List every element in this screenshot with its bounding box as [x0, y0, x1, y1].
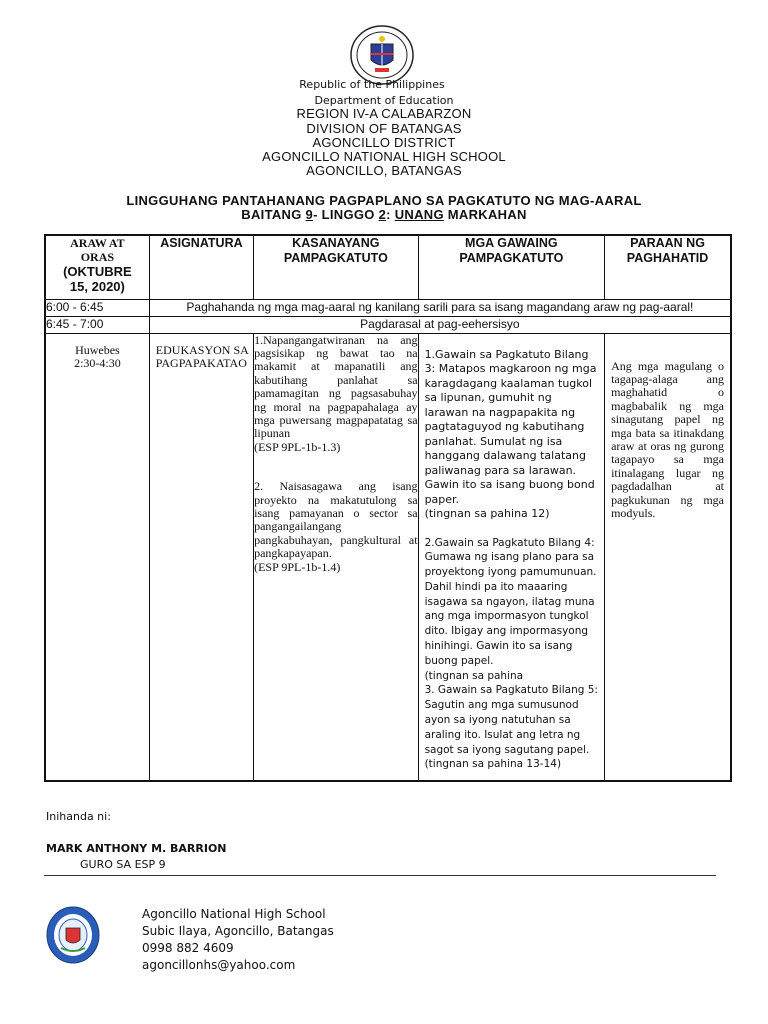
- competency-cell: [254, 333, 418, 781]
- department-line: Department of Education: [314, 94, 454, 107]
- footer-phone: 0998 882 4609: [142, 941, 234, 955]
- table-row: [45, 316, 731, 333]
- activity-cell: Pagdarasal at pag-eehersisyo: [149, 316, 731, 333]
- competency-code: (ESP 9PL-1b-1.3): [254, 439, 341, 454]
- header-text: PAMPAGKATUTO: [459, 251, 564, 265]
- header-text: (OKTUBRE: [63, 264, 132, 279]
- competency-code: (ESP 9PL-1b-1.4): [254, 559, 341, 574]
- subject-text: PAGPAPAKATAO: [155, 355, 247, 370]
- plan-title: LINGGUHANG PANTAHANANG PAGPAPLANO SA PAGKATUTO NG MAG-AARAL: [126, 193, 642, 208]
- subject-text: EDUKASYON SA: [155, 342, 249, 357]
- day-text: Huwebes: [75, 342, 120, 357]
- activity-ref: (tingnan sa pahina 12): [424, 507, 550, 520]
- school-line: AGONCILLO NATIONAL HIGH SCHOOL: [262, 149, 506, 164]
- location-line: AGONCILLO, BATANGAS: [306, 163, 462, 178]
- footer-address: Subic Ilaya, Agoncillo, Batangas: [142, 924, 334, 938]
- activities-cell: [418, 333, 605, 781]
- subtitle-text: BAITANG: [241, 207, 306, 222]
- plan-table: [44, 234, 732, 782]
- footer-school: Agoncillo National High School: [142, 907, 326, 921]
- header-text: 15, 2020): [69, 279, 125, 294]
- prepared-label: Inihanda ni:: [46, 810, 111, 823]
- header-text: ORAS: [80, 250, 115, 264]
- header-gawain: [418, 235, 605, 299]
- subtitle-text: - LINGGO: [313, 207, 379, 222]
- delivery-cell: Ang mga magulang o tagapag-alaga ang maghahatid o magbabalik ng mga sinagutang papel ng mga bata sa itinakdang araw at oras ng gurong tagapayo sa mga itinalagang lugar ng pagdadalhan at pagkukunan ng mga modyuls.: [605, 333, 731, 781]
- competency-text: 1.Napangangatwiranan na ang pagsisikap ng bawat tao na makamit at mapanatili ang kabutihang panlahat sa pamamagitan ng pagsasabuhay ng moral na pagpapahalaga ay mga puwersang magpapatatag sa lipunan: [254, 332, 418, 441]
- footer-divider: [44, 875, 716, 876]
- header-text: PAMPAGKATUTO: [283, 251, 388, 265]
- header-text: KASANAYANG: [292, 236, 380, 250]
- activity-ref: (tingnan sa pahina: [424, 669, 524, 682]
- preparer-role: GURO SA ESP 9: [80, 858, 166, 871]
- header-kasanayan: [254, 235, 418, 299]
- table-row: [45, 333, 731, 781]
- division-line: DIVISION OF BATANGAS: [306, 121, 462, 136]
- activity-ref: (tingnan sa pahina 13-14): [424, 758, 562, 771]
- header-paraan: [605, 235, 731, 299]
- header-text: ARAW AT: [70, 236, 125, 250]
- table-row: [45, 299, 731, 316]
- day-time-cell: [45, 333, 149, 781]
- subtitle-text: MARKAHAN: [443, 207, 527, 222]
- activity-text: 2.Gawain sa Pagkatuto Bilang 4: Gumawa ng isang plano para sa proyektong iyong pamumunuan. Dahil hindi pa ito maaaring isagawa sa ngayon, ilatag muna ang mga impormasyon tungkol dito. Ibigay ang impormasyong hinihingi. Gawin ito sa isang buong papel.: [424, 536, 597, 667]
- subject-cell: [149, 333, 253, 781]
- subtitle-text: :: [386, 207, 395, 222]
- week-number: 2: [378, 207, 387, 222]
- competency-text: 2. Naisasagawa ang isang proyekto na makatutulong sa isang pamayanan o sector sa pangangailangang pangkabuhayan, pangkultural at pangkapayapan.: [254, 479, 418, 561]
- time-cell: 6:00 - 6:45: [45, 299, 149, 316]
- district-line: AGONCILLO DISTRICT: [312, 135, 456, 150]
- school-seal: [46, 906, 100, 964]
- header-araw-oras: [45, 235, 149, 299]
- quarter-name: UNANG: [394, 207, 444, 222]
- grade-number: 9: [305, 207, 314, 222]
- footer-email[interactable]: agoncillonhs@yahoo.com: [142, 958, 296, 972]
- header-text: PARAAN NG: [630, 236, 705, 250]
- activity-cell: Paghahanda ng mga mag-aaral ng kanilang sarili para sa isang magandang araw ng pag-aaral!: [149, 299, 731, 316]
- deped-seal: [349, 24, 415, 86]
- header-text: PAGHAHATID: [626, 251, 709, 265]
- plan-subtitle: [0, 207, 768, 222]
- time-text: 2:30-4:30: [74, 355, 121, 370]
- header-text: MGA GAWAING: [465, 236, 558, 250]
- header-asignatura: [149, 235, 253, 299]
- preparer-name: MARK ANTHONY M. BARRION: [46, 842, 227, 855]
- time-cell: 6:45 - 7:00: [45, 316, 149, 333]
- activity-text: 3. Gawain sa Pagkatuto Bilang 5: Sagutin ang mga sumusunod ayon sa iyong natutuhan sa araling ito. Isulat ang letra ng sagot sa iyong sagutang papel.: [424, 684, 598, 756]
- region-line: REGION IV-A CALABARZON: [296, 106, 472, 121]
- header-text: ASIGNATURA: [160, 236, 243, 250]
- republic-line: Republic of the Philippines: [299, 78, 445, 91]
- activity-text: 1.Gawain sa Pagkatuto Bilang 3: Matapos magkaroon ng mga karagdagang kaalaman tugkol sa lipunan, gumuhit ng larawan na nagpapakita ng pagtataguyod ng kabutihang panlahat. Sumulat ng isa hanggang dalawang talatang paliwanag para sa larawan. Gawin ito sa isang buong bond paper.: [424, 347, 597, 506]
- table-header-row: [45, 235, 731, 299]
